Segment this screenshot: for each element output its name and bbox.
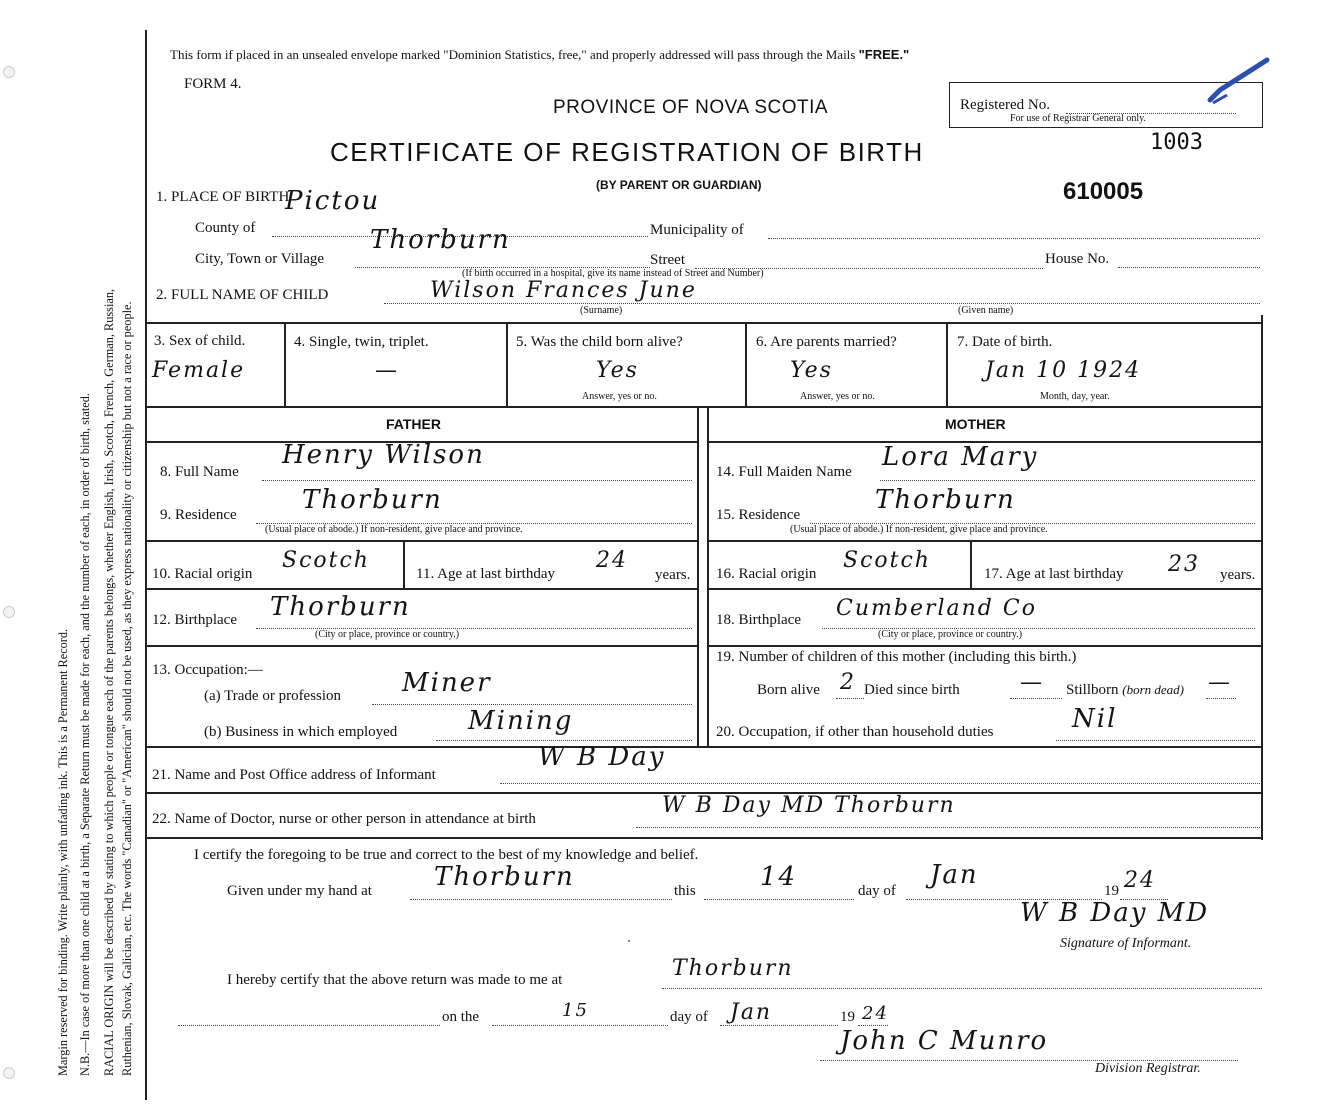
father-birthplace-caption: (City or place, province or country.) bbox=[315, 629, 460, 640]
date-of-birth-caption: Month, day, year. bbox=[1040, 391, 1110, 402]
registrar-statement: I hereby certify that the above return was made to me at bbox=[227, 972, 563, 988]
father-age-value: 24 bbox=[596, 548, 628, 573]
mother-heading: MOTHER bbox=[945, 416, 1006, 432]
father-racial-value: Scotch bbox=[282, 548, 370, 573]
born-alive-count-label: Born alive bbox=[757, 682, 820, 698]
born-alive-label: 5. Was the child born alive? bbox=[516, 334, 683, 350]
plurality-value: — bbox=[375, 358, 399, 383]
mother-age-value: 23 bbox=[1168, 552, 1200, 577]
stillborn-label bbox=[1066, 682, 1184, 699]
county-label: County of bbox=[195, 220, 256, 236]
given-place-value: Thorburn bbox=[434, 862, 575, 892]
died-since-birth-label: Died since birth bbox=[864, 682, 960, 698]
informant-value: W B Day bbox=[538, 742, 666, 772]
mother-name-value: Lora Mary bbox=[882, 442, 1039, 472]
informant-signature: W B Day MD bbox=[1020, 898, 1210, 928]
registrar-signature: John C Munro bbox=[840, 1026, 1049, 1056]
business-value: Mining bbox=[468, 706, 574, 736]
registrar-signature-caption: Division Registrar. bbox=[1095, 1061, 1201, 1076]
municipality-label: Municipality of bbox=[650, 222, 744, 238]
father-residence-label: 9. Residence bbox=[160, 507, 237, 523]
given-day-value: 14 bbox=[760, 862, 798, 892]
punch-hole-top bbox=[3, 66, 15, 78]
form-number: FORM 4. bbox=[184, 76, 242, 92]
margin-note-4: Ruthenian, Slovak, Galician, etc. The words "Canadian" or "American" should not be used, as they express nationality or citizenship but not a race or people. bbox=[120, 301, 134, 1076]
house-number-label: House No. bbox=[1045, 251, 1110, 267]
business-label: (b) Business in which employed bbox=[204, 724, 398, 740]
father-residence-value: Thorburn bbox=[302, 485, 443, 515]
plurality-label: 4. Single, twin, triplet. bbox=[294, 334, 429, 350]
parents-married-label: 6. Are parents married? bbox=[756, 334, 897, 350]
this-label: this bbox=[674, 883, 696, 899]
father-years: years. bbox=[655, 567, 691, 583]
parents-married-value: Yes bbox=[790, 358, 833, 383]
given-name-caption: (Given name) bbox=[958, 305, 1014, 316]
punch-hole-middle bbox=[3, 606, 15, 618]
date-of-birth-value: Jan 10 1924 bbox=[985, 358, 1142, 383]
born-alive-value: Yes bbox=[596, 358, 639, 383]
certificate-title: CERTIFICATE OF REGISTRATION OF BIRTH bbox=[330, 137, 924, 167]
born-alive-caption: Answer, yes or no. bbox=[582, 391, 657, 402]
margin-note-1: Margin reserved for binding. Write plainly, with unfading ink. This is a Permanent Record. bbox=[56, 628, 70, 1076]
city-value: Thorburn bbox=[370, 225, 511, 255]
county-value: Pictou bbox=[285, 186, 381, 216]
given-under-label: Given under my hand at bbox=[227, 883, 372, 899]
hospital-note: (If birth occurred in a hospital, give its name instead of Street and Number) bbox=[462, 268, 764, 279]
trade-value: Miner bbox=[402, 668, 492, 698]
street-label: Street bbox=[650, 252, 685, 268]
place-of-birth-label: 1. PLACE OF BIRTH bbox=[156, 189, 290, 205]
registrar-use-note: For use of Registrar General only. bbox=[1010, 113, 1146, 124]
informant-label: 21. Name and Post Office address of Informant bbox=[152, 767, 436, 783]
punch-hole-bottom bbox=[3, 1067, 15, 1079]
doctor-label: 22. Name of Doctor, nurse or other person in attendance at birth bbox=[152, 811, 536, 827]
mother-birthplace-caption: (City or place, province or country.) bbox=[878, 629, 1023, 640]
informant-signature-caption: Signature of Informant. bbox=[1060, 936, 1192, 951]
child-name-value: Wilson Frances June bbox=[430, 278, 697, 303]
registrar-year-value: 24 bbox=[862, 1003, 889, 1024]
child-name-label: 2. FULL NAME OF CHILD bbox=[156, 287, 329, 303]
mother-residence-label: 15. Residence bbox=[716, 507, 801, 523]
mother-racial-value: Scotch bbox=[843, 548, 931, 573]
day-of-label: day of bbox=[858, 883, 896, 899]
registrar-month-value: Jan bbox=[730, 1000, 773, 1025]
children-count-label: 19. Number of children of this mother (including this birth.) bbox=[716, 649, 1077, 665]
parents-married-caption: Answer, yes or no. bbox=[800, 391, 875, 402]
father-name-value: Henry Wilson bbox=[282, 440, 485, 470]
city-label: City, Town or Village bbox=[195, 251, 325, 267]
mother-birthplace-label: 18. Birthplace bbox=[716, 612, 801, 628]
father-birthplace-value: Thorburn bbox=[270, 592, 411, 622]
form-right-border bbox=[1261, 315, 1263, 840]
blue-pencil-mark bbox=[1205, 55, 1275, 105]
certify-statement: I certify the foregoing to be true and correct to the best of my knowledge and belief. bbox=[194, 847, 699, 863]
mother-name-label: 14. Full Maiden Name bbox=[716, 464, 852, 480]
registration-handwritten-number: 1003 bbox=[1150, 130, 1203, 155]
surname-caption: (Surname) bbox=[580, 305, 623, 316]
on-the-label: on the bbox=[442, 1009, 480, 1025]
margin-note-3: RACIAL ORIGIN will be described by stating to which people or tongue each of the parents belongs, whether English, Irish, Scotch, French, German, Russian, bbox=[102, 288, 116, 1076]
father-birthplace-label: 12. Birthplace bbox=[152, 612, 237, 628]
stillborn-note: (born dead) bbox=[1122, 682, 1185, 697]
doctor-value: W B Day MD Thorburn bbox=[662, 793, 956, 818]
born-alive-count-value: 2 bbox=[840, 670, 856, 695]
given-month-value: Jan bbox=[930, 860, 979, 890]
died-since-birth-value: — bbox=[1020, 670, 1044, 695]
stillborn-value: — bbox=[1208, 670, 1232, 695]
mail-note: This form if placed in an unsealed envelope marked "Dominion Statistics, free," and properly addressed will pass through the Mails "FREE." bbox=[170, 47, 910, 62]
registrar-place-value: Thorburn bbox=[672, 956, 794, 981]
mother-residence-caption: (Usual place of abode.) If non-resident, give place and province. bbox=[790, 524, 1048, 535]
stillborn-label-text: Stillborn bbox=[1066, 682, 1119, 698]
certificate-number: 610005 bbox=[1063, 178, 1144, 205]
mother-residence-value: Thorburn bbox=[875, 485, 1016, 515]
form-left-border bbox=[145, 30, 147, 1100]
father-heading: FATHER bbox=[386, 416, 441, 432]
father-age-label: 11. Age at last birthday bbox=[416, 566, 555, 582]
mother-occupation-value: Nil bbox=[1072, 704, 1118, 734]
mother-birthplace-value: Cumberland Co bbox=[836, 596, 1037, 621]
mother-occupation-label: 20. Occupation, if other than household duties bbox=[716, 724, 994, 740]
registrar-year-prefix: 19 bbox=[840, 1009, 855, 1025]
province-title: PROVINCE OF NOVA SCOTIA bbox=[553, 97, 829, 118]
date-of-birth-label: 7. Date of birth. bbox=[957, 334, 1053, 350]
sex-value: Female bbox=[152, 358, 246, 383]
registrar-day-of-label: day of bbox=[670, 1009, 708, 1025]
registered-label: Registered No. bbox=[960, 97, 1050, 113]
sex-label: 3. Sex of child. bbox=[154, 333, 246, 349]
certificate-subtitle: (BY PARENT OR GUARDIAN) bbox=[596, 178, 762, 192]
mother-years: years. bbox=[1220, 567, 1256, 583]
on-the-value: 15 bbox=[562, 1000, 589, 1021]
mother-age-label: 17. Age at last birthday bbox=[984, 566, 1124, 582]
father-residence-caption: (Usual place of abode.) If non-resident, give place and province. bbox=[265, 524, 523, 535]
father-racial-label: 10. Racial origin bbox=[152, 566, 253, 582]
mother-racial-label: 16. Racial origin bbox=[716, 566, 817, 582]
father-name-label: 8. Full Name bbox=[160, 464, 239, 480]
given-year-value: 24 bbox=[1124, 868, 1156, 893]
given-year-prefix: 19 bbox=[1104, 883, 1119, 899]
trade-label: (a) Trade or profession bbox=[204, 688, 342, 704]
occupation-label: 13. Occupation:— bbox=[152, 662, 263, 678]
margin-note-2: N.B.—In case of more than one child at a birth, a Separate Return must be made for each, and the number of each, in order of birth, stated. bbox=[78, 393, 92, 1076]
